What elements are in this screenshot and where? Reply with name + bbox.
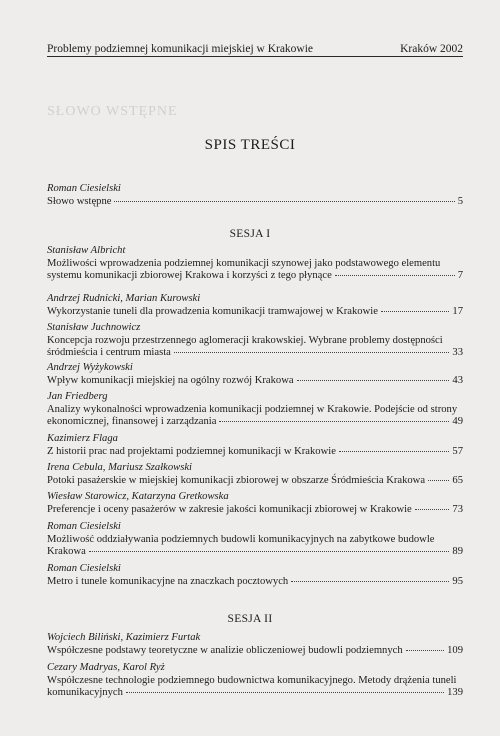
toc-entry [47,293,463,318]
toc-entry [47,632,463,657]
entry-title: Wpływ komunikacji miejskiej na ogólny rozwój Krakowa [47,374,294,386]
entry-authors: Roman Ciesielski [47,183,121,194]
header-place-year: Kraków 2002 [400,43,463,55]
entry-authors: Jan Friedberg [47,391,108,402]
entry-authors: Stanisław Albricht [47,245,126,256]
entry-page: 139 [447,687,463,698]
entry-page: 95 [452,575,463,587]
toc-entry [47,322,463,360]
entry-title: śródmieścia i centrum miasta [47,347,171,358]
bleed-through-heading: SŁOWO WSTĘPNE [47,104,178,119]
entry-line [47,258,463,271]
entry-page: 65 [452,474,463,486]
entry-line-last [47,504,463,517]
entry-page: 43 [452,374,463,386]
toc-entry [47,563,463,588]
entry-line-last [47,270,463,283]
leader-dots [381,311,450,312]
toc-entry [47,362,463,387]
entry-title: Potoki pasażerskie w miejskiej komunikacji zbiorowej w obszarze Śródmieścia Krakowa [47,474,426,486]
leader-dots [291,581,449,582]
page-title: SPIS TREŚCI [204,137,296,153]
leader-dots [114,201,454,202]
toc-entry [47,462,463,487]
entry-page: 33 [452,347,463,358]
header-title: Problemy podziemnej komunikacji miejskiej w Krakowie [47,43,314,55]
toc-entry [47,491,463,516]
entry-page: 7 [457,270,463,281]
entry-title: komunikacyjnych [47,687,123,698]
entry-title: Metro i tunele komunikacyjne na znaczkach pocztowych [47,575,289,587]
entry-title: Słowo wstępne [47,195,112,207]
section-heading: SESJA II [227,613,273,625]
entry-title: Współczesne technologie podziemnego budownictwa komunikacyjnego. Metody drążenia tuneli [47,674,457,686]
entry-authors: Stanisław Juchnowicz [47,322,141,333]
entry-line [47,404,463,417]
toc-entry [47,245,463,283]
entry-line-last [47,196,463,209]
entry-page: 5 [457,195,463,207]
entry-line-last [47,416,463,429]
entry-line-last [47,475,463,488]
entry-authors: Kazimierz Flaga [47,433,118,444]
leader-dots [406,650,444,651]
toc-entry [47,662,463,700]
leader-dots [126,692,444,693]
entry-title: Preferencje i oceny pasażerów w zakresie jakości komunikacji zbiorowej w Krakowie [47,503,412,515]
leader-dots [415,509,450,510]
entry-page: 17 [452,305,463,317]
entry-page: 89 [452,546,463,557]
leader-dots [174,352,450,353]
section-heading: SESJA I [229,228,271,240]
toc-entry [47,521,463,559]
toc-entry [47,391,463,429]
entry-page: 109 [447,644,463,656]
running-header [47,43,463,57]
entry-authors: Andrzej Wyżykowski [47,362,133,373]
leader-dots [89,551,450,552]
entry-line-last [47,546,463,559]
entry-title: Krakowa [47,546,86,557]
entry-line [47,675,463,688]
entry-authors: Cezary Madryas, Karol Ryż [47,662,165,673]
entry-title: systemu komunikacji zbiorowej Krakowa i korzyści z tego płynące [47,270,332,281]
entry-authors: Wojciech Biliński, Kazimierz Furtak [47,632,201,643]
entry-line-last [47,687,463,700]
leader-dots [428,480,449,481]
entry-title: Współczesne podstawy teoretyczne w analizie obliczeniowej budowli podziemnych [47,644,403,656]
leader-dots [297,380,450,381]
toc-entry [47,433,463,458]
entry-title: ekonomicznej, finansowej i zarządzania [47,416,217,427]
entry-line-last [47,645,463,658]
entry-title: Wykorzystanie tuneli dla prowadzenia komunikacji tramwajowej w Krakowie [47,305,378,317]
entry-title: Analizy wykonalności wprowadzenia komunikacji podziemnej w Krakowie. Podejście od strony [47,403,458,415]
leader-dots [219,421,449,422]
entry-line-last [47,446,463,459]
entry-authors: Roman Ciesielski [47,521,121,532]
entry-authors: Andrzej Rudnicki, Marian Kurowski [47,293,201,304]
entry-line-last [47,347,463,360]
entry-line [47,335,463,348]
entry-title: Możliwość oddziaływania podziemnych budowli komunikacyjnych na zabytkowe budowle [47,533,435,545]
leader-dots [339,451,450,452]
entry-authors: Irena Cebula, Mariusz Szałkowski [47,462,192,473]
entry-title: Koncepcja rozwoju przestrzennego aglomeracji krakowskiej. Wybrane problemy dostępności [47,334,443,346]
entry-page: 49 [452,416,463,427]
leader-dots [335,275,455,276]
entry-page: 73 [452,503,463,515]
entry-page: 57 [452,445,463,457]
entry-line-last [47,306,463,319]
toc-entry [47,183,463,208]
entry-line [47,534,463,547]
entry-line-last [47,375,463,388]
entry-line-last [47,576,463,589]
entry-title: Możliwości wprowadzenia podziemnej komunikacji szynowej jako podstawowego elementu [47,257,441,269]
entry-title: Z historii prac nad projektami podziemnej komunikacji w Krakowie [47,445,336,457]
entry-authors: Roman Ciesielski [47,563,121,574]
entry-authors: Wiesław Starowicz, Katarzyna Gretkowska [47,491,229,502]
